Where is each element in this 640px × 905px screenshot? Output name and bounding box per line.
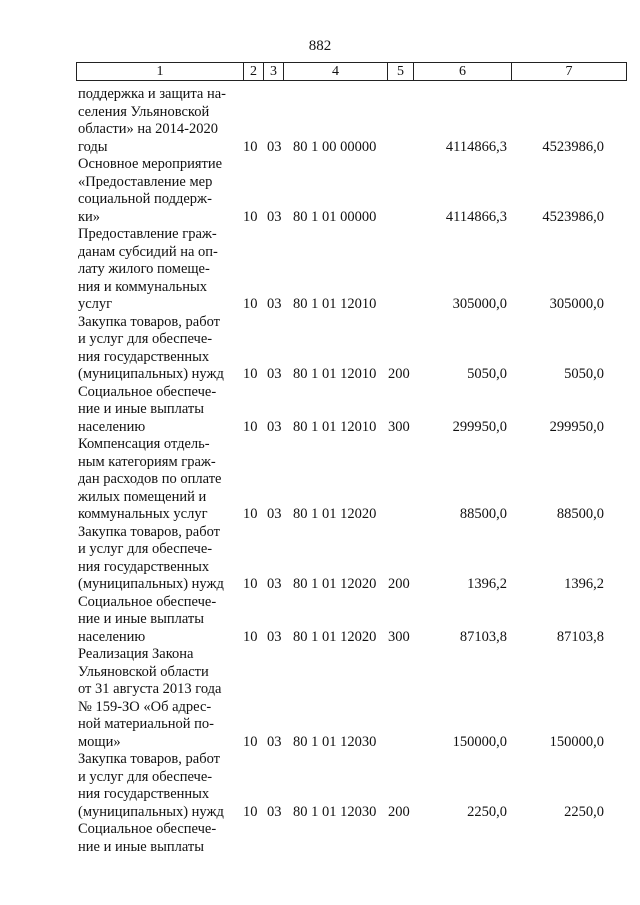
cell-col7: 299950,0: [549, 418, 604, 435]
cell-col4: 80 1 01 12020: [293, 628, 377, 645]
cell-col7: 88500,0: [556, 506, 604, 522]
cell-col7: 305000,0: [549, 296, 604, 312]
description-line: Социальное обеспече-: [78, 383, 217, 400]
description-line: от 31 августа 2013 года: [78, 681, 222, 697]
description-line: и услуг для обеспече-: [78, 768, 213, 785]
row-values: [0, 139, 640, 157]
cell-col7: 87103,8: [556, 628, 604, 645]
cell-col6: 299950,0: [452, 418, 507, 435]
description-line: Социальное обеспече-: [78, 593, 217, 610]
description-line: коммунальных услуг: [78, 506, 208, 522]
description-line: Ульяновской области: [78, 663, 209, 680]
header-col-6: 6: [413, 63, 511, 80]
description-line: селения Ульяновской: [78, 103, 210, 120]
description-line: ния государственных: [78, 348, 210, 365]
description-line: области» на 2014-2020: [78, 121, 218, 137]
description-line: данам субсидий на оп-: [78, 243, 218, 260]
header-col-3: 3: [263, 63, 283, 80]
description-line: Закупка товаров, работ: [78, 313, 220, 330]
table-row: [0, 314, 640, 384]
cell-col2: 10: [243, 296, 258, 312]
cell-col2: 10: [243, 138, 258, 155]
description-line: ние и иные выплаты: [78, 838, 205, 855]
description-line: ной материальной по-: [78, 716, 214, 732]
cell-col3: 03: [267, 576, 282, 592]
description-line: ние и иные выплаты: [78, 611, 205, 627]
cell-col4: 80 1 01 12010: [293, 418, 377, 435]
table-row: [0, 436, 640, 524]
cell-col6: 88500,0: [459, 506, 507, 522]
cell-col2: 10: [243, 733, 258, 750]
cell-col2: 10: [243, 418, 258, 435]
cell-col4: 80 1 01 12020: [293, 506, 377, 522]
description-line: № 159-ЗО «Об адрес-: [78, 698, 212, 715]
cell-col3: 03: [267, 418, 282, 435]
cell-col3: 03: [267, 366, 282, 382]
cell-col3: 03: [267, 138, 282, 155]
description-line: лату жилого помеще-: [78, 261, 210, 277]
description-line: услуг: [78, 296, 113, 312]
row-values: [0, 209, 640, 227]
cell-col4: 80 1 01 00000: [293, 208, 377, 225]
description-line: жилых помещений и: [78, 488, 207, 505]
table-row: [0, 594, 640, 647]
page-number: 882: [308, 38, 332, 54]
cell-col3: 03: [267, 803, 282, 820]
description-line: ным категориям граж-: [78, 453, 216, 470]
header-col-1: 1: [156, 64, 164, 79]
table-row: [0, 646, 640, 751]
cell-col3: 03: [267, 733, 282, 750]
cell-col6: 4114866,3: [445, 138, 507, 155]
row-values: [0, 804, 640, 822]
table-row: [0, 226, 640, 314]
description-line: поддержка и защита на-: [78, 86, 227, 102]
table-body: [0, 86, 640, 856]
table-header: [76, 62, 627, 81]
description-line: ки»: [78, 208, 101, 225]
description-line: Закупка товаров, работ: [78, 751, 220, 767]
row-values: [0, 839, 640, 857]
cell-col3: 03: [267, 506, 282, 522]
table-row: [0, 821, 640, 856]
cell-col3: 03: [267, 296, 282, 312]
cell-col6: 305000,0: [452, 296, 507, 312]
description-line: ния и коммунальных: [78, 278, 208, 295]
cell-col6: 150000,0: [452, 733, 507, 750]
cell-col2: 10: [243, 506, 258, 522]
description-line: ния государственных: [78, 558, 210, 575]
description-line: Предоставление граж-: [78, 226, 217, 242]
cell-col3: 03: [267, 208, 282, 225]
header-col-4: 4: [283, 63, 387, 80]
table-row: [0, 156, 640, 226]
cell-col4: 80 1 01 12030: [293, 733, 377, 750]
description-line: Компенсация отдель-: [78, 436, 210, 452]
cell-col6: 1396,2: [467, 576, 507, 592]
description-line: годы: [78, 138, 108, 155]
cell-col6: 5050,0: [467, 366, 507, 382]
table-row: [0, 751, 640, 821]
description-line: и услуг для обеспече-: [78, 541, 213, 557]
cell-col5: 300: [388, 418, 410, 435]
description-line: Основное мероприятие: [78, 156, 223, 172]
row-values: [0, 629, 640, 647]
row-values: [0, 366, 640, 384]
description-line: (муниципальных) нужд: [78, 366, 224, 382]
table-row: [0, 384, 640, 437]
cell-col3: 03: [267, 628, 282, 645]
description-line: Закупка товаров, работ: [78, 523, 220, 540]
cell-col6: 87103,8: [459, 628, 507, 645]
cell-col5: 300: [388, 628, 410, 645]
cell-col7: 4523986,0: [542, 208, 604, 225]
cell-col7: 5050,0: [564, 366, 604, 382]
description-line: «Предоставление мер: [78, 173, 213, 190]
description-line: населению: [78, 628, 146, 645]
cell-col4: 80 1 01 12020: [293, 576, 377, 592]
table-row: [0, 86, 640, 156]
cell-col4: 80 1 01 12010: [293, 366, 377, 382]
row-values: [0, 576, 640, 594]
description-line: (муниципальных) нужд: [78, 576, 224, 592]
cell-col2: 10: [243, 366, 258, 382]
cell-col5: 200: [388, 576, 410, 592]
cell-col7: 150000,0: [549, 733, 604, 750]
description-line: мощи»: [78, 733, 121, 750]
row-values: [0, 419, 640, 437]
cell-col4: 80 1 00 00000: [293, 138, 377, 155]
description-line: (муниципальных) нужд: [78, 803, 224, 820]
description-line: социальной поддерж-: [78, 191, 212, 207]
cell-col7: 2250,0: [564, 803, 604, 820]
cell-col2: 10: [243, 208, 258, 225]
description-line: ние и иные выплаты: [78, 401, 205, 417]
cell-col6: 2250,0: [467, 803, 507, 820]
description-line: и услуг для обеспече-: [78, 331, 213, 347]
cell-col2: 10: [243, 803, 258, 820]
cell-col5: 200: [388, 366, 410, 382]
row-values: [0, 296, 640, 314]
description-line: дан расходов по оплате: [78, 471, 222, 487]
header-col-2: 2: [243, 63, 263, 80]
cell-col6: 4114866,3: [445, 208, 507, 225]
cell-col5: 200: [388, 803, 410, 820]
description-line: Социальное обеспече-: [78, 821, 217, 837]
cell-col7: 4523986,0: [542, 138, 604, 155]
row-values: [0, 734, 640, 752]
description-line: ния государственных: [78, 786, 210, 802]
header-col-5: 5: [387, 63, 413, 80]
table-row: [0, 524, 640, 594]
description-line: населению: [78, 418, 146, 435]
cell-col2: 10: [243, 628, 258, 645]
description-line: Реализация Закона: [78, 646, 194, 662]
cell-col2: 10: [243, 576, 258, 592]
cell-col4: 80 1 01 12010: [293, 296, 377, 312]
cell-col7: 1396,2: [564, 576, 604, 592]
cell-col4: 80 1 01 12030: [293, 803, 377, 820]
header-col-7: 7: [511, 63, 626, 80]
row-values: [0, 506, 640, 524]
